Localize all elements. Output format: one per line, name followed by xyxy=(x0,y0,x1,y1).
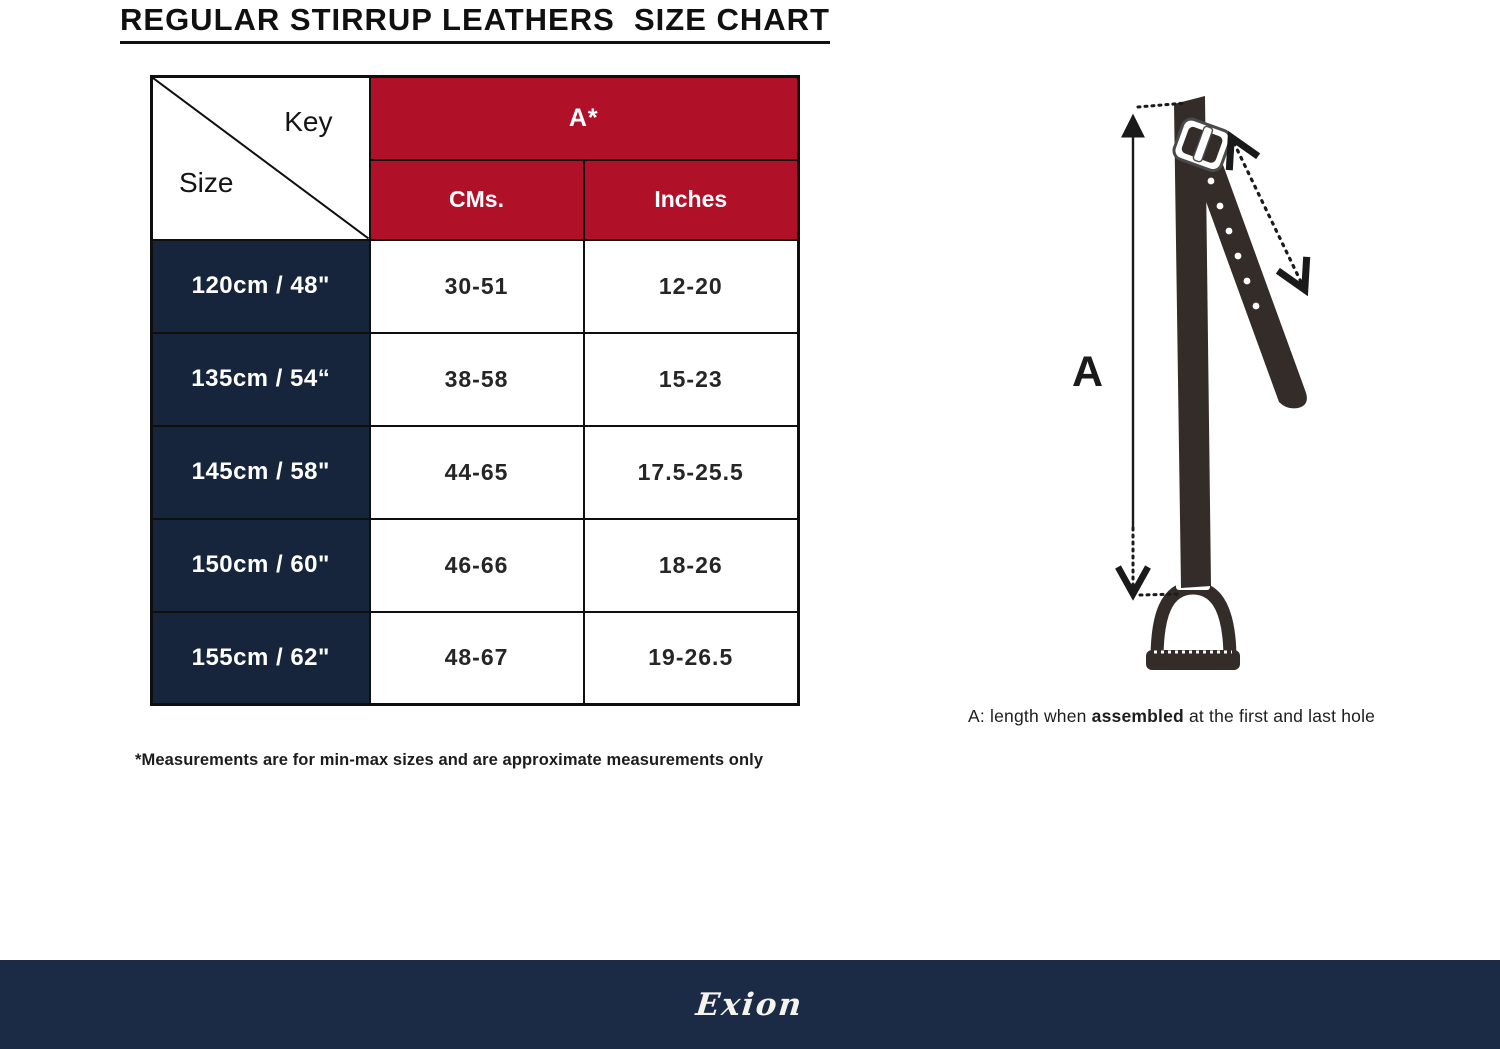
size-cell: 135cm / 54“ xyxy=(152,333,370,426)
size-cell: 150cm / 60" xyxy=(152,519,370,612)
size-chart-table xyxy=(150,75,800,706)
measurements-footnote: *Measurements are for min-max sizes and are approximate measurements only xyxy=(135,751,764,769)
table-row xyxy=(152,426,799,519)
size-cell: 155cm / 62" xyxy=(152,612,370,705)
inches-cell: 12-20 xyxy=(584,240,799,333)
cms-cell: 44-65 xyxy=(370,426,584,519)
inches-cell: 15-23 xyxy=(584,333,799,426)
column-header-inches: Inches xyxy=(584,160,799,240)
cms-cell: 30-51 xyxy=(370,240,584,333)
table-row xyxy=(152,240,799,333)
corner-header-cell xyxy=(152,77,370,240)
corner-key-label: Key xyxy=(284,106,333,137)
table-row xyxy=(152,612,799,705)
cms-cell: 48-67 xyxy=(370,612,584,705)
diagram-label-a: A xyxy=(1072,348,1104,396)
caption-suffix: at the first and last hole xyxy=(1183,706,1376,726)
caption-prefix: A: length when xyxy=(968,706,1092,726)
cms-cell: 46-66 xyxy=(370,519,584,612)
inches-cell: 17.5-25.5 xyxy=(584,426,799,519)
size-cell: 145cm / 58" xyxy=(152,426,370,519)
brand-logo: Exion xyxy=(694,986,806,1023)
table-row xyxy=(152,519,799,612)
caption-bold-word: assembled xyxy=(1091,706,1184,726)
group-header-a: A* xyxy=(370,77,799,160)
corner-size-label: Size xyxy=(179,166,234,198)
column-header-cms: CMs. xyxy=(370,160,584,240)
footer-bar xyxy=(0,960,1500,1049)
stirrup-leather-illustration xyxy=(1060,88,1420,703)
diagram-caption xyxy=(968,706,1375,727)
table-row xyxy=(152,333,799,426)
inches-cell: 19-26.5 xyxy=(584,612,799,705)
inches-cell: 18-26 xyxy=(584,519,799,612)
size-cell: 120cm / 48" xyxy=(152,240,370,333)
page-title: REGULAR STIRRUP LEATHERS SIZE CHART xyxy=(120,2,830,44)
diagonal-divider xyxy=(153,78,369,239)
stirrup-iron-icon xyxy=(1146,583,1240,670)
cms-cell: 38-58 xyxy=(370,333,584,426)
